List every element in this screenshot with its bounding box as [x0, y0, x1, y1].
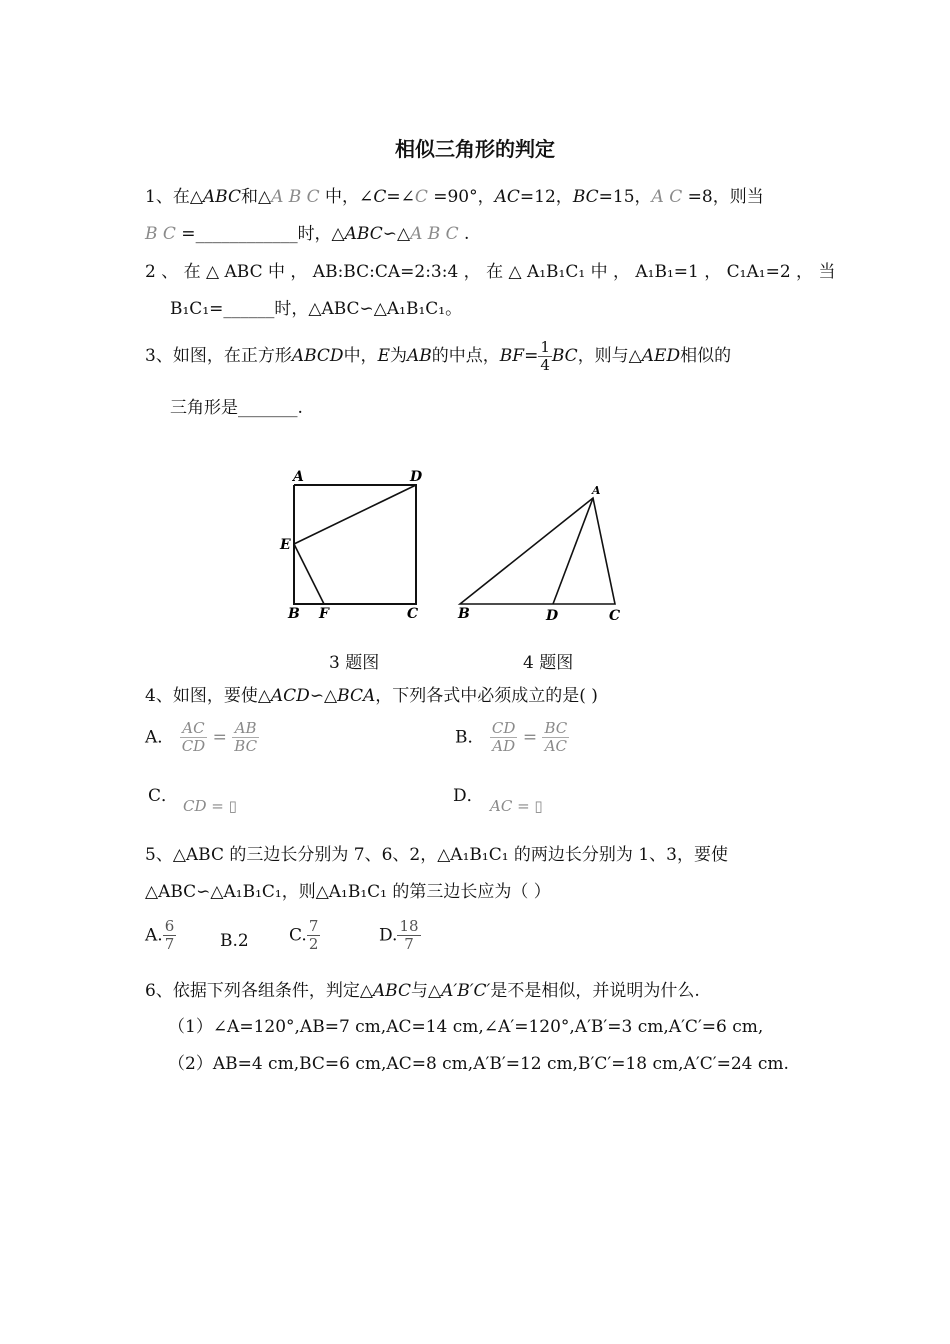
q1-text: =8，则当	[682, 187, 764, 207]
option-label: D.	[379, 925, 398, 946]
label-D: D	[546, 608, 559, 624]
fraction: $\frac{CD}{AD}$	[491, 719, 516, 755]
square-outline	[294, 485, 416, 604]
q1-text: =	[175, 224, 196, 244]
fraction: $\frac{BC}{AC}$	[544, 719, 568, 755]
q5-option-b: B.2	[220, 931, 249, 951]
label-C: C	[407, 606, 419, 622]
label-A: A	[293, 469, 304, 485]
label-A: A	[592, 484, 601, 497]
q4-text: ACD	[270, 686, 310, 706]
q5-option-a	[145, 918, 176, 953]
figure-4-triangle	[450, 478, 630, 625]
q6-condition-2: （2）AB=4 cm,BC=6 cm,AC=8 cm,A′B′=12 cm,B′C′=18 cm,A′C′=24 cm.	[168, 1054, 789, 1074]
q1-text: 中，∠	[319, 187, 374, 207]
q5-line1: 5、△ABC 的三边长分别为 7、6、2，△A₁B₁C₁ 的两边长分别为 1、3，要使	[145, 845, 728, 865]
option-label: A．	[145, 727, 175, 748]
q4-option-b: B． $\frac{CD}{AD}$ = $\frac{BC}{AC}$	[455, 719, 568, 755]
q3-text: 为	[389, 346, 407, 366]
option-label: A.	[145, 925, 163, 946]
q4-option-c: CD = ▯	[183, 797, 237, 815]
q4-text: ，下列各式中必须成立的是( )	[375, 686, 598, 706]
q3-text: 3、如图，在正方形	[145, 346, 292, 366]
q2-line1: 2 、 在 △ ABC 中 ， AB:BC:CA=2:3:4 ， 在 △ A₁B₁C₁ 中 ， A₁B₁=1 ， C₁A₁=2 ， 当	[145, 262, 836, 282]
fraction: $\frac{18}{7}$	[399, 917, 419, 953]
q1-text: ABC	[344, 224, 383, 244]
q4-option-c-label: C．	[148, 786, 179, 806]
q1-line2	[145, 223, 469, 245]
q6-text: A′B′C′	[441, 981, 491, 1001]
q6-condition-1: （1）∠A=120°,AB=7 cm,AC=14 cm,∠A′=120°,A′B′=3 cm,A′C′=6 cm,	[168, 1017, 764, 1037]
q4-text: BCA	[337, 686, 376, 706]
q4-option-d: AC = ▯	[490, 797, 543, 815]
fraction: $\frac{7}{2}$	[308, 917, 319, 953]
q1-text: =15，	[598, 187, 652, 207]
fraction-one-quarter: $\frac{1}{4}$	[540, 338, 550, 374]
q4-stem	[145, 685, 598, 707]
q1-text: AC	[494, 187, 520, 207]
q3-text: 相似的	[680, 346, 732, 366]
q1-line1	[145, 186, 764, 208]
segment-ED	[294, 485, 416, 544]
q1-text: A B C	[410, 224, 459, 244]
q6-text: ABC	[372, 981, 411, 1001]
q1-text: C	[373, 187, 387, 207]
q1-text: =90°，	[427, 187, 495, 207]
q1-text: C	[414, 187, 428, 207]
q1-text: B C	[145, 224, 176, 244]
figure-3-caption: 3 题图	[329, 653, 380, 673]
label-C: C	[609, 608, 621, 624]
q5-line2: △ABC∽△A₁B₁C₁，则△A₁B₁C₁ 的第三边长应为（ ）	[145, 882, 551, 902]
q5-option-c	[289, 918, 320, 953]
q1-text: BC	[572, 187, 599, 207]
q3-text: 的中点，	[431, 346, 500, 366]
fraction: $\frac{6}{7}$	[164, 917, 175, 953]
q4-option-d-label: D．	[453, 786, 484, 806]
label-E: E	[280, 537, 291, 553]
q6-text: 与△	[410, 981, 442, 1001]
answer-blank: ____________	[195, 224, 298, 244]
q4-text: 4、如图，要使△	[145, 686, 271, 706]
q3-text: ，则与△	[577, 346, 642, 366]
q4-text: ∽△	[309, 686, 338, 706]
q1-text: A C	[651, 187, 683, 207]
q2-line2: B₁C₁=______时，△ABC∽△A₁B₁C₁。	[170, 299, 463, 319]
q1-text: 和△	[240, 187, 272, 207]
q1-text: 时，△	[297, 224, 345, 244]
page-title: 相似三角形的判定	[395, 137, 555, 161]
label-D: D	[410, 469, 423, 485]
q1-text: =∠	[386, 187, 415, 207]
q3-text: BC	[551, 346, 578, 366]
q3-text: AB	[406, 346, 432, 366]
q6-text: 6、依据下列各组条件，判定△	[145, 981, 373, 1001]
q6-text: 是不是相似，并说明为什么.	[490, 981, 700, 1001]
segment-EF	[294, 544, 324, 604]
q3-text: AED	[641, 346, 681, 366]
q1-text: ∽△	[382, 224, 411, 244]
fraction: $\frac{AC}{CD}$	[181, 719, 206, 755]
q4-option-a: A． $\frac{AC}{CD}$ = $\frac{AB}{BC}$	[145, 719, 258, 755]
q5-option-d	[379, 918, 421, 953]
q3-line2: 三角形是_______.	[170, 398, 303, 418]
q3-text: BF	[499, 346, 525, 366]
figure-4-caption: 4 题图	[523, 653, 574, 673]
q1-text: 1、在△	[145, 187, 203, 207]
triangle-ABC	[460, 498, 615, 604]
q3-text: ABCD	[291, 346, 344, 366]
q1-text: ABC	[202, 187, 241, 207]
fraction: $\frac{AB}{BC}$	[234, 719, 258, 755]
q3-line1	[145, 336, 731, 376]
option-label: B．	[455, 727, 485, 748]
q1-text: A B C	[271, 187, 320, 207]
q1-text: =12，	[519, 187, 573, 207]
label-B: B	[288, 606, 300, 622]
q6-stem	[145, 980, 700, 1002]
q3-text: 中，	[343, 346, 378, 366]
figure-3-square	[270, 460, 440, 625]
option-label: C.	[289, 925, 307, 946]
q3-text: =	[524, 346, 539, 366]
q1-text: .	[458, 224, 470, 244]
label-B: B	[458, 606, 470, 622]
q3-text: E	[377, 346, 390, 366]
label-F: F	[319, 606, 329, 622]
